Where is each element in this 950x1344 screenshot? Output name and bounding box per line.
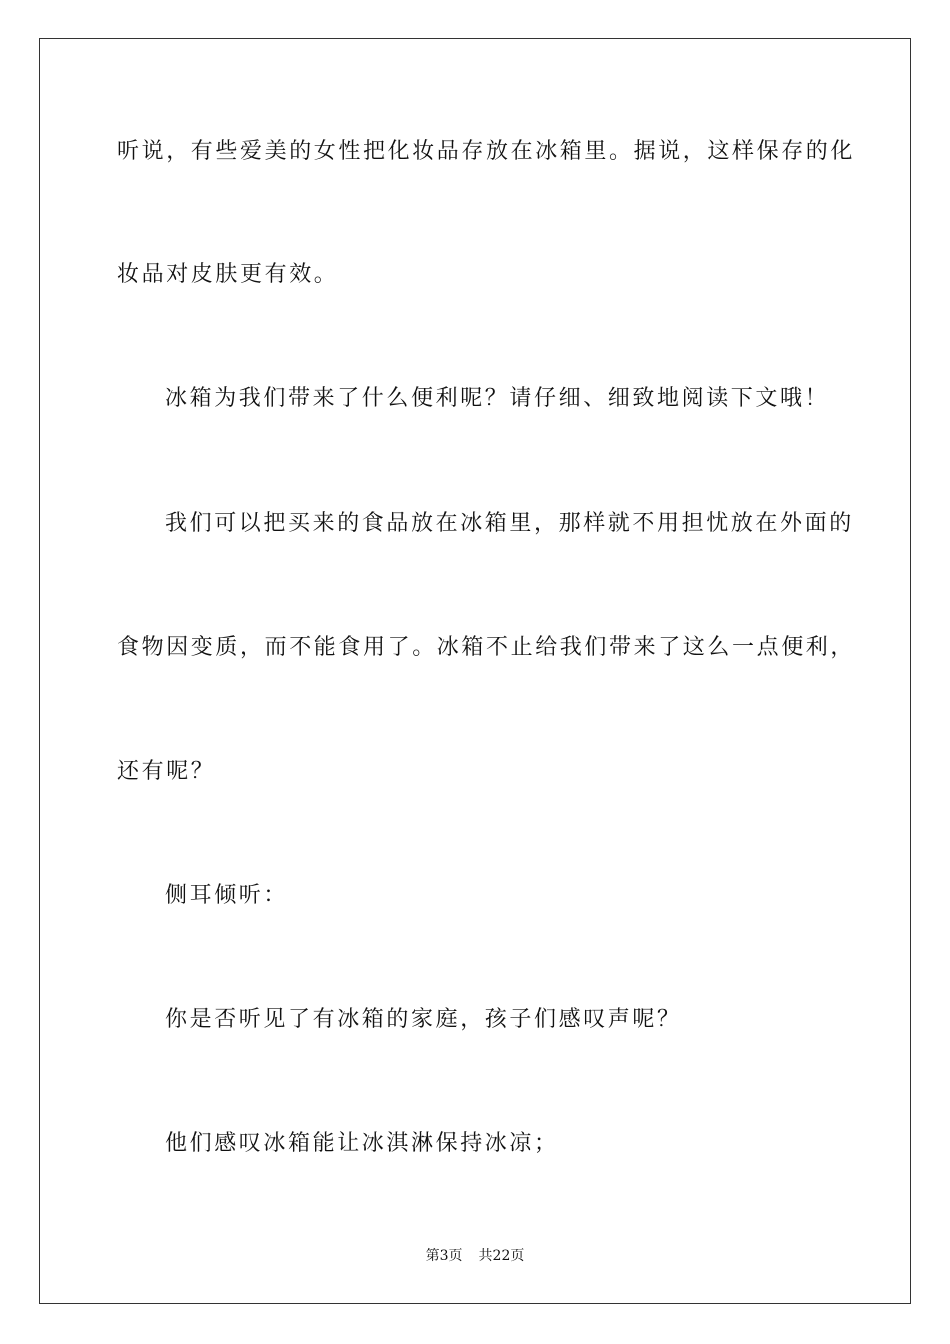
text-line-6: 还有呢？	[117, 759, 216, 784]
text-line-1: 听说，有些爱美的女性把化妆品存放在冰箱里。据说，这样保存的化	[117, 139, 856, 164]
page-footer	[0, 1246, 950, 1266]
page-border	[39, 38, 911, 1304]
text-line-7: 侧耳倾听：	[165, 883, 289, 908]
page-number: 第3页	[425, 1248, 463, 1264]
text-line-5: 食物因变质，而不能食用了。冰箱不止给我们带来了这么一点便利，	[117, 635, 856, 660]
text-line-3: 冰箱为我们带来了什么便利呢？请仔细、细致地阅读下文哦！	[165, 386, 830, 411]
text-line-8: 你是否听见了有冰箱的家庭，孩子们感叹声呢？	[165, 1007, 682, 1032]
text-line-9: 他们感叹冰箱能让冰淇淋保持冰凉；	[165, 1131, 559, 1156]
page-total: 共22页	[478, 1248, 525, 1264]
text-line-2: 妆品对皮肤更有效。	[117, 262, 339, 287]
text-line-4: 我们可以把买来的食品放在冰箱里，那样就不用担忧放在外面的	[165, 511, 854, 536]
